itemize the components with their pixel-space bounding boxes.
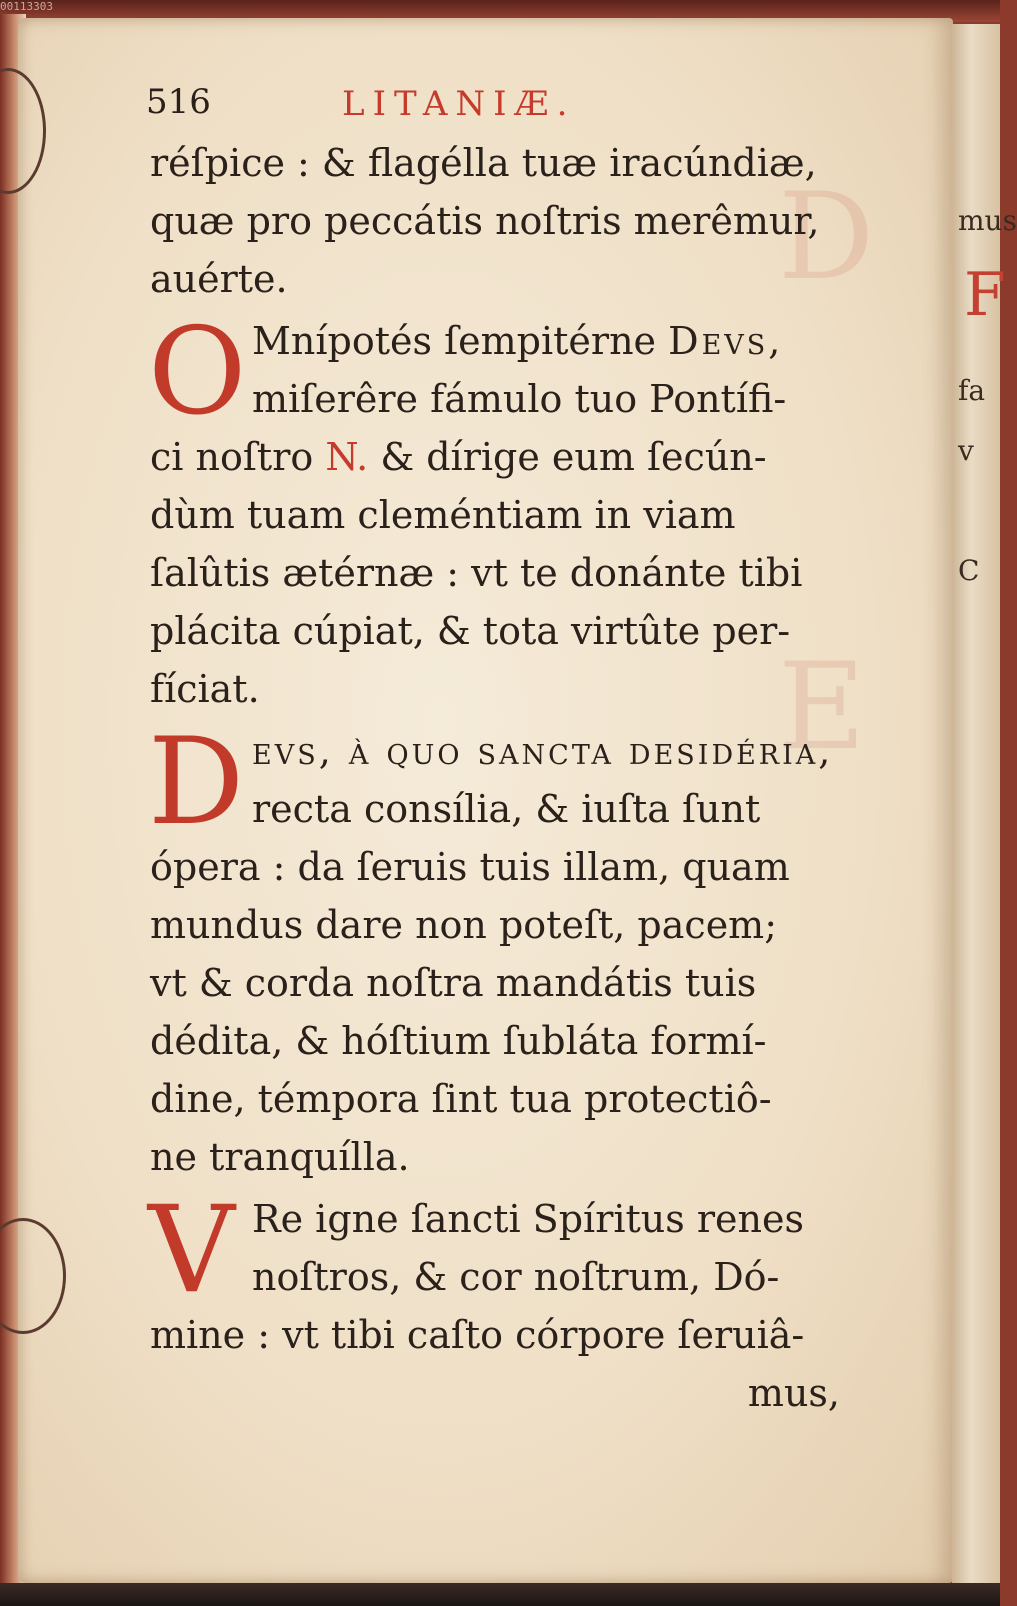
text-line: quæ pro peccátis noſtris merêmur, — [150, 199, 820, 243]
text-line: ne tranquílla. — [150, 1135, 410, 1179]
small-caps-word: Devs — [668, 319, 769, 363]
paragraph — [148, 713, 840, 1186]
page-header — [146, 82, 846, 132]
drop-cap: O — [148, 303, 247, 442]
show-through: D — [778, 168, 875, 307]
drop-cap: D — [148, 713, 245, 852]
next-page-edge — [952, 24, 1017, 1584]
text-line: Re igne ſancti Spíritus renes — [252, 1197, 804, 1241]
text-line: evs, à quo ſancta deſidéria, — [252, 729, 834, 773]
text-line: réſpice : & flagélla tuæ iracúndiæ, — [150, 141, 817, 185]
text-line: auérte. — [150, 257, 288, 301]
show-through: E — [778, 638, 866, 777]
text-line: recta consília, & iuſta ſunt — [252, 787, 761, 831]
text-line: fíciat. — [150, 667, 260, 711]
next-page-fragment: fa — [958, 374, 986, 407]
drop-cap: V — [148, 1181, 235, 1320]
next-page-fragment: F — [964, 260, 1006, 330]
text-line: ópera : da ſeruis tuis illam, quam — [150, 845, 790, 889]
text-line: mine : vt tibi caſto córpore ſeruiâ- — [150, 1313, 805, 1357]
rubric-initial: N. — [325, 435, 369, 479]
text-line: ſalûtis ætérnæ : vt te donánte tibi — [150, 551, 803, 595]
text-line: Mnípotés ſempitérne Devs, — [252, 319, 781, 363]
paragraph — [150, 134, 840, 308]
text-line: vt & corda noſtra mandátis tuis — [150, 961, 757, 1005]
paragraph — [148, 1181, 840, 1364]
text-line: ci noſtro N. & dírige eum ſecún- — [150, 435, 767, 479]
text-line: dine, témpora ſint tua protectiô- — [150, 1077, 772, 1121]
text-line: noſtros, & cor noſtrum, Dó- — [252, 1255, 780, 1299]
catchword: mus, — [747, 1371, 840, 1415]
next-page-fragment: mus — [958, 204, 1017, 237]
text-line: plácita cúpiat, & tota virtûte per- — [150, 609, 791, 653]
text-line: miſerêre fámulo tuo Pontífi- — [252, 377, 787, 421]
paragraph — [148, 303, 840, 718]
body-text — [150, 134, 840, 1422]
text-line: dédita, & hóſtium ſubláta formí- — [150, 1019, 767, 1063]
text-line: mundus dare non poteſt, pacem; — [150, 903, 778, 947]
scan-bottom-edge — [0, 1583, 1000, 1606]
text-line: dùm tuam cleméntiam in viam — [150, 493, 736, 537]
next-page-fragment: C — [958, 554, 980, 587]
running-title: LITANIÆ. — [342, 84, 576, 124]
scan-id: 00113303 — [0, 0, 53, 13]
next-page-fragment: v — [958, 434, 974, 467]
page-number: 516 — [146, 82, 211, 122]
